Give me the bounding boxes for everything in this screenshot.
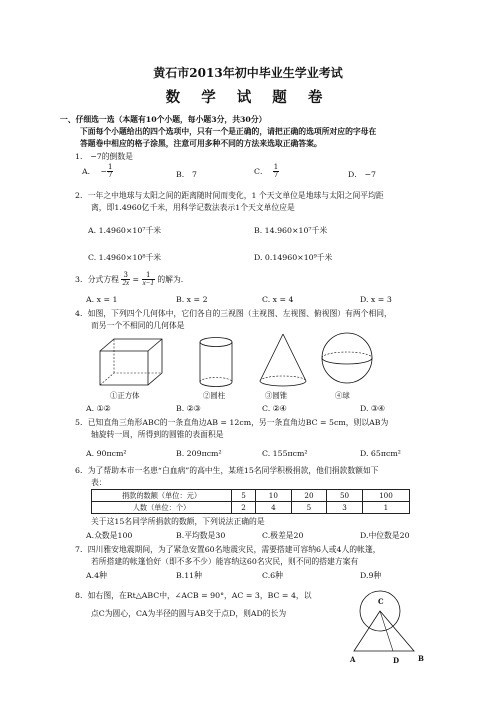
- table-cell: 5: [232, 490, 256, 502]
- cone-figure: [258, 333, 308, 389]
- q1-stem: 1． −7的倒数是: [75, 152, 133, 161]
- q7-option-c: C.6种: [262, 571, 283, 580]
- q6-option-a: A.众数是100: [86, 531, 133, 540]
- q6-line-1: 6．为了帮助本市一名患“白血病”的高中生，某班15名同学积极捐款，他们捐款数额如下: [75, 466, 379, 475]
- q7-line-2: 若所搭建的帐篷恰好（即不多不少）能容纳这60名灾民，则不同的搭建方案有: [91, 557, 359, 566]
- q2-line-2: 离，即1.4960亿千米，用科学记数法表示1个天文单位应是: [91, 203, 295, 212]
- triangle-circle-figure: [348, 598, 418, 658]
- table-header-amount: 捐款的数额（单位：元）: [92, 490, 232, 502]
- table-cell: 10: [256, 490, 292, 502]
- table-cell: 50: [327, 490, 363, 502]
- q3-option-b: B. x = 2: [176, 295, 208, 304]
- q4-option-a: A. ①②: [86, 404, 111, 413]
- donation-table: [91, 489, 410, 514]
- table-cell: 5: [291, 502, 327, 514]
- q1-a-den: 7: [107, 171, 113, 180]
- q3-f2-den: x−1: [142, 279, 154, 288]
- q4-line-2: 而另一个不相同的几何体是: [91, 321, 185, 330]
- q5-option-a: A. 90πcm²: [86, 449, 127, 458]
- table-row: [92, 502, 410, 514]
- q3-equals: =: [132, 274, 140, 284]
- q5-line-1: 5．已知直角三角形ABC的一条直角边AB = 12cm，另一条直角边BC = 5cm，则以AB为: [75, 418, 389, 427]
- q1-a-fraction: [107, 164, 113, 180]
- q6-line-2: 表：: [91, 478, 107, 487]
- q7-option-b: B.11种: [176, 571, 202, 580]
- sphere-figure: [320, 331, 374, 385]
- q3-f1-num: 3: [121, 272, 130, 280]
- q8-line-2: 点C为圆心，CA为半径的圆与AB交于点D，则AD的长为: [91, 609, 287, 618]
- q6-line-3: 关于这15名同学所捐款的数额，下列说法正确的是: [91, 517, 265, 526]
- q3-f1-den: 2x: [122, 279, 130, 288]
- q2-option-b: B. 14.960×10⁷千米: [254, 226, 328, 235]
- q4-option-b: B. ②③: [176, 404, 201, 413]
- q3-stem: [75, 272, 183, 288]
- q1-c-fraction: [273, 164, 279, 180]
- cylinder-figure: [198, 336, 234, 388]
- q3-suffix: 的解为.: [157, 274, 184, 284]
- section-instruction-2: 答题卷中相应的格子涂黑，注意可用多种不同的方法来选取正确答案。: [80, 139, 322, 148]
- q4-option-d: D. ③④: [360, 404, 385, 413]
- q3-option-d: D. x = 3: [360, 295, 392, 304]
- q6-option-b: B.平均数是30: [176, 531, 226, 540]
- q1-option-c: [254, 164, 279, 180]
- section-instruction-1: 下面每个小题给出的四个选项中，只有一个是正确的，请把正确的选项所对应的字母在: [80, 127, 377, 136]
- q1-a-label: A．: [82, 166, 96, 176]
- q3-option-a: A. x = 1: [86, 295, 118, 304]
- q1-c-den: 7: [273, 171, 279, 180]
- table-cell: 1: [362, 502, 409, 514]
- table-cell: 4: [256, 502, 292, 514]
- q3-fraction-1: [121, 272, 130, 288]
- table-header-count: 人数（单位：个）: [92, 502, 232, 514]
- q4-caption-cylinder: ②圆柱: [203, 391, 226, 400]
- cube-figure: [96, 337, 168, 387]
- q3-prefix: 3．分式方程: [75, 274, 119, 284]
- q5-option-b: B. 209πcm²: [176, 449, 222, 458]
- table-cell: 3: [327, 502, 363, 514]
- q3-fraction-2: [142, 272, 155, 288]
- table-cell: 2: [232, 502, 256, 514]
- q7-line-1: 7．四川雅安地震期间，为了紧急安置60名地震灾民，需要搭建可容纳6人或4人的帐篷，: [75, 545, 381, 554]
- q1-option-a: [82, 164, 113, 180]
- q3-option-c: C. x = 4: [262, 295, 294, 304]
- q1-option-b: B． 7: [176, 170, 197, 179]
- exam-title: 黄石市2013年初中毕业生学业考试: [153, 66, 343, 80]
- q6-option-c: C.极差是20: [262, 531, 304, 540]
- q4-line-1: 4．如图，下列四个几何体中，它们各自的三视图（主视图、左视图、俯视图）有两个相同，: [75, 309, 392, 318]
- fig-label-d: D: [393, 656, 400, 665]
- q3-f2-num: 1: [142, 272, 155, 280]
- q1-a-sign: −: [100, 166, 107, 176]
- q5-option-c: C. 155πcm²: [262, 449, 308, 458]
- q4-caption-sphere: ④球: [335, 391, 350, 400]
- q2-option-d: D. 0.14960×10⁹千米: [254, 253, 333, 262]
- q1-c-label: C．: [254, 166, 268, 176]
- q1-c-num: 1: [273, 163, 279, 171]
- q2-option-c: C. 1.4960×10⁸千米: [88, 253, 162, 262]
- q6-option-d: D.中位数是20: [360, 531, 410, 540]
- exam-subtitle: 数 学 试 题 卷: [165, 89, 331, 106]
- q4-option-c: C. ②④: [262, 404, 287, 413]
- q5-option-d: D. 65πcm²: [360, 449, 401, 458]
- table-cell: 20: [291, 490, 327, 502]
- q4-caption-cone: ③圆锥: [265, 391, 288, 400]
- q1-option-d: D． −7: [348, 170, 377, 179]
- q2-line-1: 2．一年之中地球与太阳之间的距离随时间而变化，1 个天文单位是地球与太阳之间平均距: [75, 191, 384, 200]
- q7-option-a: A.4种: [86, 571, 107, 580]
- fig-label-b: B: [418, 654, 424, 663]
- q4-caption-cube: ①正方体: [110, 391, 140, 400]
- q8-line-1: 8．如右图，在Rt△ABC中，∠ACB = 90°，AC = 3，BC = 4，以: [75, 591, 312, 600]
- q5-line-2: 轴旋转一周，所得到的圆锥的表面积是: [91, 430, 224, 439]
- q1-a-num: 1: [107, 163, 113, 171]
- table-cell: 100: [362, 490, 409, 502]
- section-heading: 一、仔细选一选（本题有10个小题，每小题3分，共30分）: [60, 115, 267, 124]
- fig-label-c: C: [378, 597, 384, 606]
- table-row: [92, 490, 410, 502]
- q2-option-a: A. 1.4960×10⁷千米: [88, 226, 162, 235]
- q7-option-d: D.9种: [360, 571, 382, 580]
- fig-label-a: A: [350, 655, 356, 664]
